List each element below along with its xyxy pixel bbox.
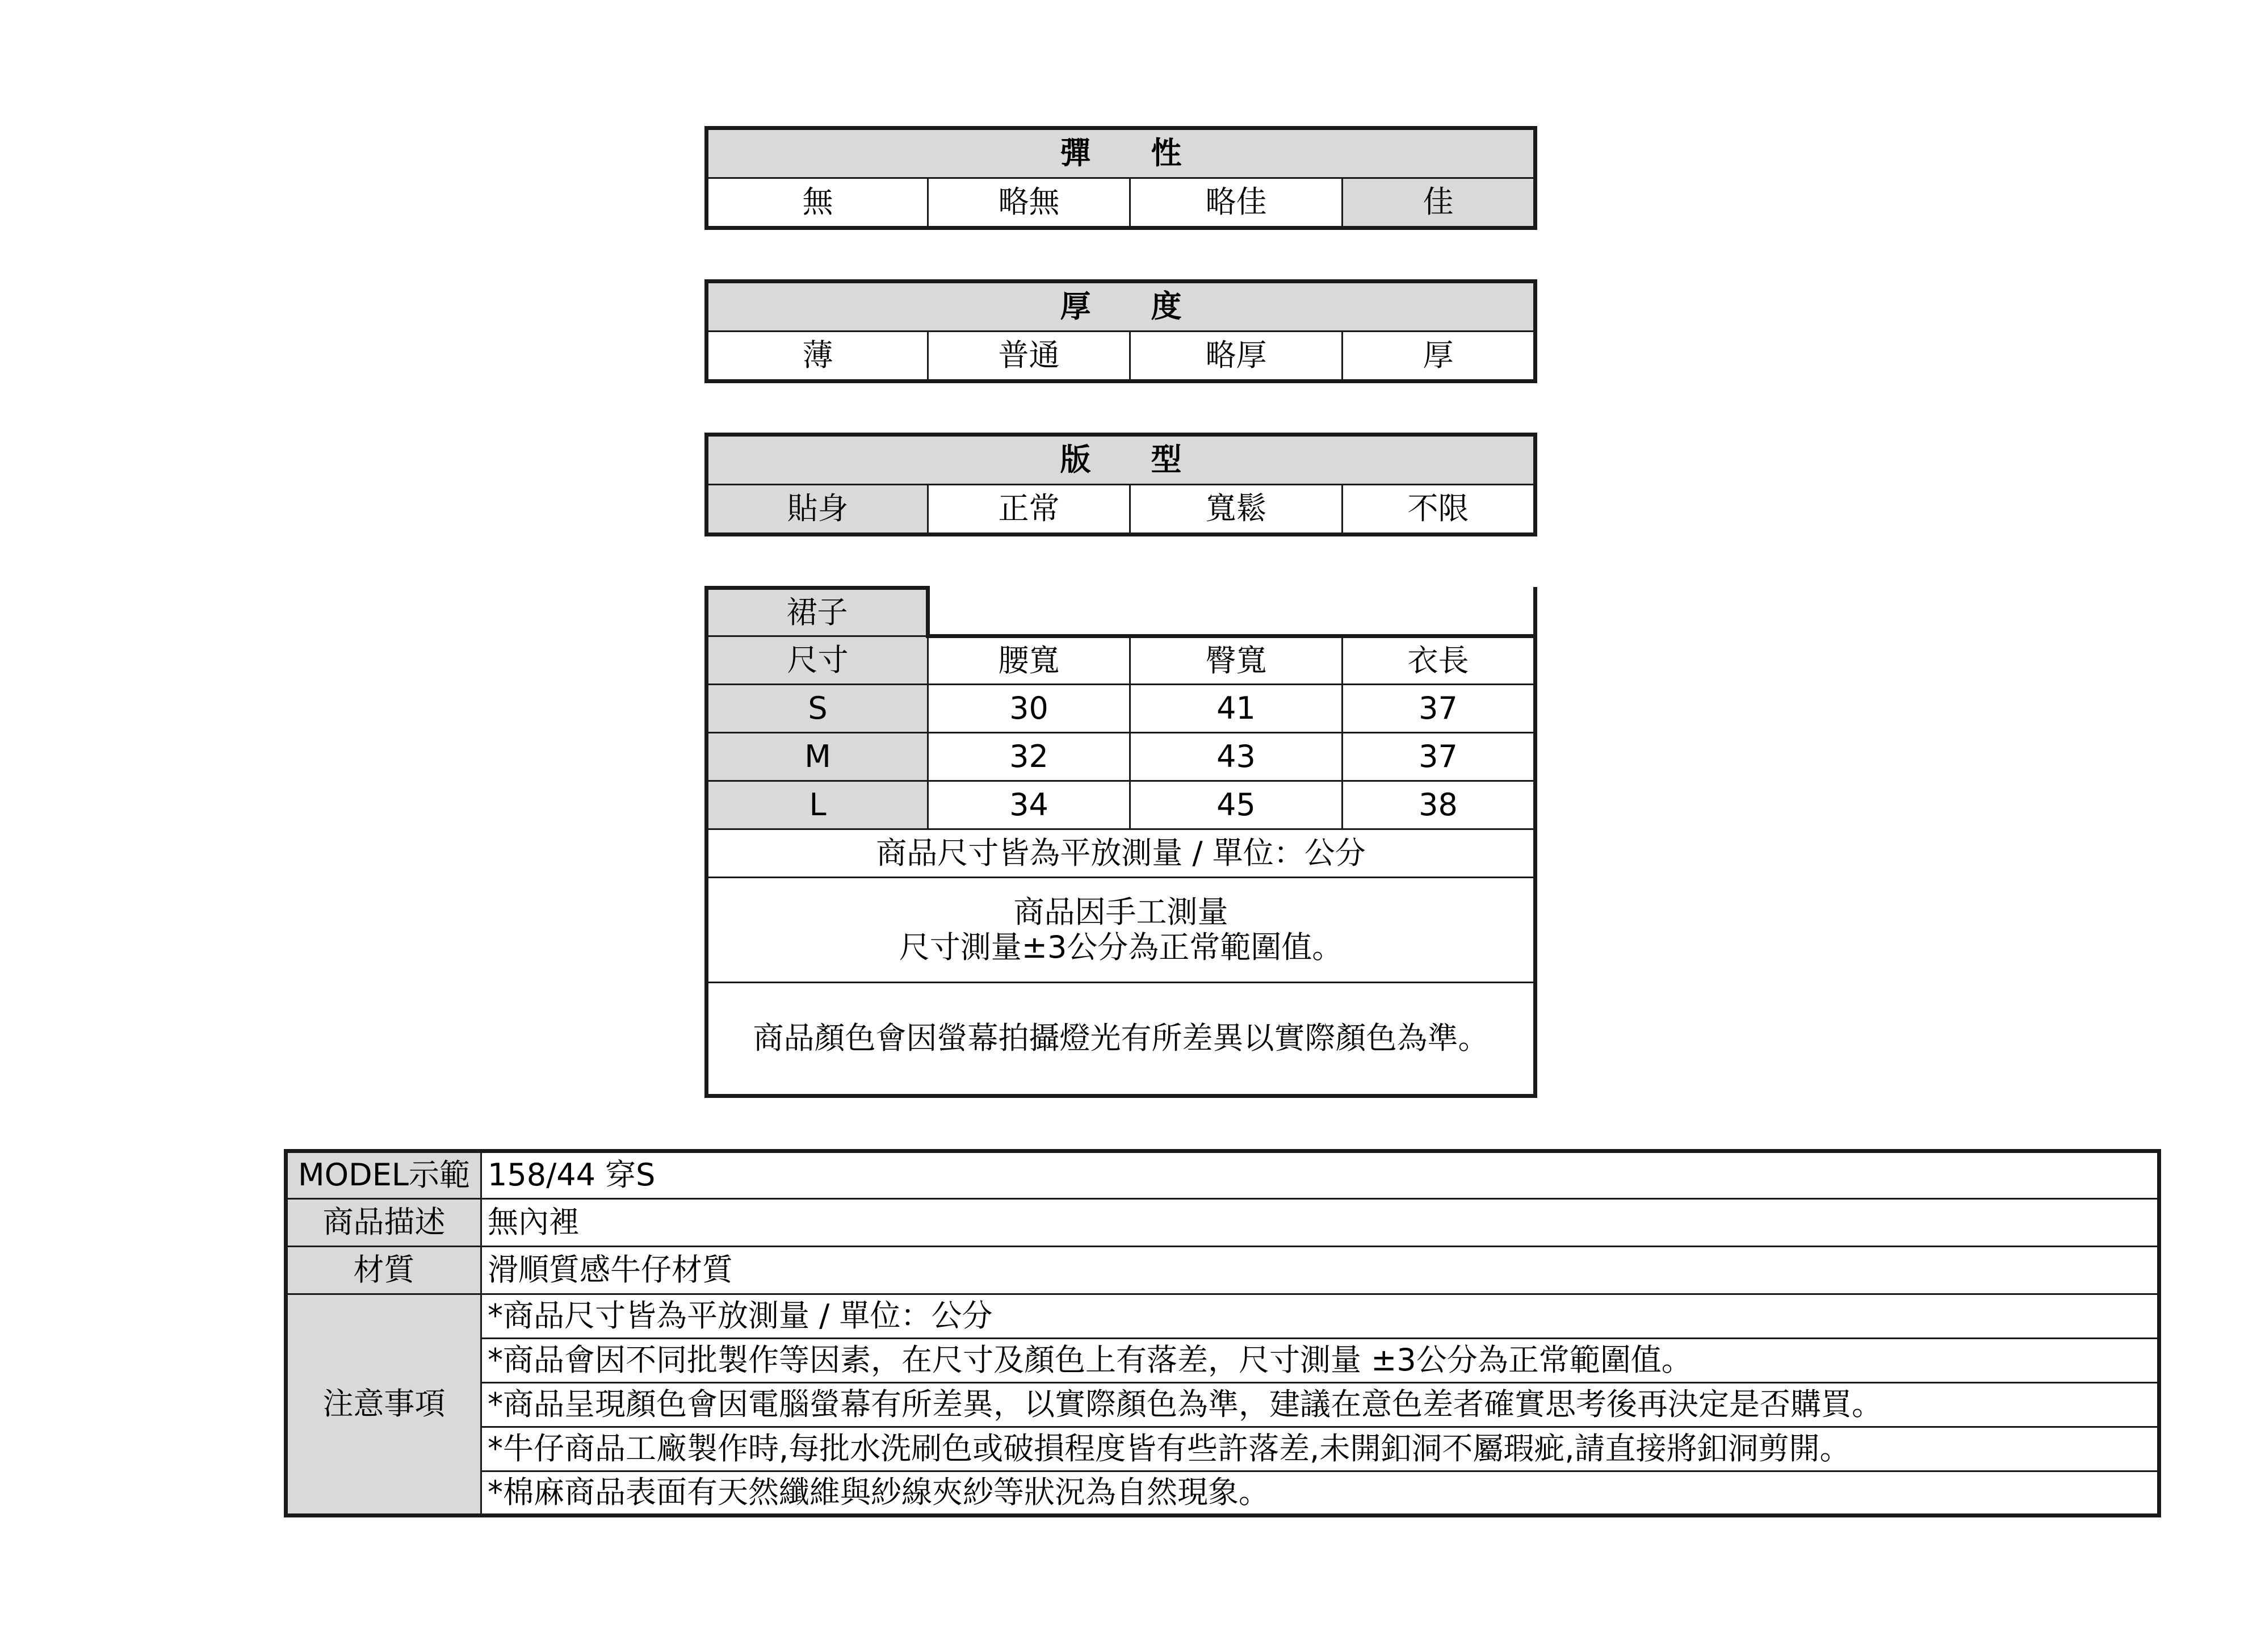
size-cell: S (707, 685, 928, 733)
thickness-title: 厚 度 (707, 282, 1536, 332)
description-value: 無內裡 (481, 1199, 2159, 1247)
thickness-table (704, 279, 1537, 383)
note-item: *商品呈現顏色會因電腦螢幕有所差異，以實際顏色為準，建議在意色差者確實思考後再決定是否購買。 (481, 1383, 2159, 1427)
table-row (707, 685, 1536, 733)
material-label: 材質 (286, 1247, 481, 1294)
notes-label: 注意事項 (286, 1294, 481, 1516)
fit-table (704, 433, 1537, 536)
description-label: 商品描述 (286, 1199, 481, 1247)
product-info-table (284, 1149, 2161, 1517)
hip-cell: 45 (1130, 781, 1343, 829)
fit-option-selected: 貼身 (707, 485, 928, 535)
model-value: 158/44 穿S (481, 1151, 2159, 1199)
note-item: *棉麻商品表面有天然纖維與紗線夾紗等狀況為自然現象。 (481, 1471, 2159, 1516)
hip-cell: 41 (1130, 685, 1343, 733)
elasticity-option: 略佳 (1130, 178, 1343, 228)
thickness-option: 薄 (707, 332, 928, 381)
waist-cell: 32 (928, 733, 1130, 781)
elasticity-title: 彈 性 (707, 128, 1536, 178)
waist-header: 腰寬 (928, 636, 1130, 685)
note-item: *商品會因不同批製作等因素，在尺寸及顏色上有落差，尺寸測量 ±3公分為正常範圍值。 (481, 1339, 2159, 1383)
elasticity-option-selected: 佳 (1343, 178, 1536, 228)
thickness-option: 略厚 (1130, 332, 1343, 381)
material-value: 滑順質感牛仔材質 (481, 1247, 2159, 1294)
size-cell: L (707, 781, 928, 829)
length-cell: 38 (1343, 781, 1536, 829)
tolerance-note-line1: 商品因手工測量 (1013, 894, 1228, 930)
fit-option: 正常 (928, 485, 1130, 535)
fit-option: 寬鬆 (1130, 485, 1343, 535)
size-cell: M (707, 733, 928, 781)
note-item: *商品尺寸皆為平放測量 / 單位：公分 (481, 1294, 2159, 1339)
elasticity-option: 略無 (928, 178, 1130, 228)
thickness-option: 厚 (1343, 332, 1536, 381)
table-row (707, 781, 1536, 829)
table-row (707, 733, 1536, 781)
waist-cell: 34 (928, 781, 1130, 829)
measurement-note: 商品尺寸皆為平放測量 / 單位：公分 (707, 829, 1536, 878)
tolerance-note (707, 878, 1536, 983)
waist-cell: 30 (928, 685, 1130, 733)
tolerance-note-line2: 尺寸測量±3公分為正常範圍值。 (899, 929, 1343, 965)
size-chart-table (704, 586, 1537, 1098)
size-header: 尺寸 (707, 636, 928, 685)
category-spacer (928, 588, 1536, 636)
length-cell: 37 (1343, 685, 1536, 733)
length-header: 衣長 (1343, 636, 1536, 685)
thickness-option: 普通 (928, 332, 1130, 381)
length-cell: 37 (1343, 733, 1536, 781)
hip-cell: 43 (1130, 733, 1343, 781)
color-note: 商品顏色會因螢幕拍攝燈光有所差異以實際顏色為準。 (707, 983, 1536, 1096)
note-item: *牛仔商品工廠製作時,每批水洗刷色或破損程度皆有些許落差,未開釦洞不屬瑕疵,請直接將釦洞剪開。 (481, 1427, 2159, 1471)
hip-header: 臀寬 (1130, 636, 1343, 685)
elasticity-option: 無 (707, 178, 928, 228)
fit-title: 版 型 (707, 435, 1536, 485)
model-label: MODEL示範 (286, 1151, 481, 1199)
elasticity-table (704, 126, 1537, 230)
category-label: 裙子 (707, 588, 928, 636)
fit-option: 不限 (1343, 485, 1536, 535)
